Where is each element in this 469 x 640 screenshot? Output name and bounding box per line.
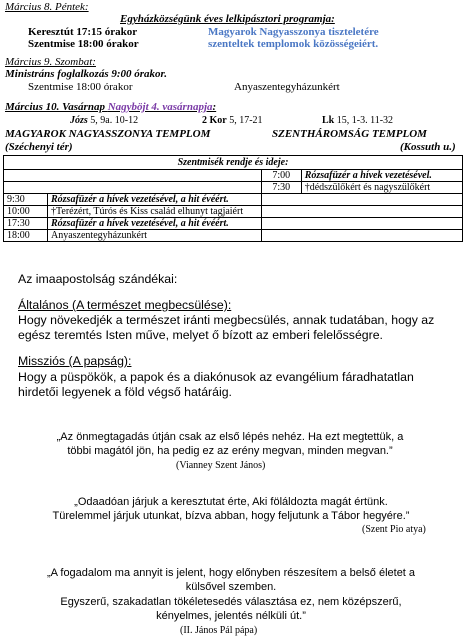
day2-line1: Ministráns foglalkozás 9:00 órakor. [5,68,167,80]
quote1-author: (Vianney Szent János) [176,460,266,471]
general-intention-line2: egész teremtés Isten műve, melyet ő bízott az emberi felelősségre. [18,328,383,342]
mass-intention: †dédszülőkért és nagyszülőkért [301,182,462,194]
day2-line2-left: Szentmise 18:00 órakor [28,81,133,93]
mass-time: 10:00 [4,206,48,218]
table-row [4,170,463,182]
day1-date: Március 8. Péntek: [5,1,89,13]
church-right: SZENTHÁROMSÁG TEMPLOM [272,128,427,140]
day1-row2-left: Szentmise 18:00 órakor [28,38,139,50]
prayer-heading: Az imaapostolság szándékai: [18,272,178,286]
table-header-row [4,156,463,170]
mass-time: 9:30 [4,194,48,206]
reading-1: Józs 5, 9a. 10-12 [70,115,139,126]
mass-intention: Anyaszentegyházunkért [48,230,262,242]
table-row [4,194,463,206]
day3-date-highlight: Nagyböjt 4. vasárnapja [107,101,213,113]
general-intention-line1: Hogy növekedjék a természet iránti megbecsülés, annak tudatában, hogy az [18,313,435,327]
program-title: Egyházközségünk éves lelkipásztori programja: [120,13,335,25]
day3-date-suffix: : [212,101,217,113]
day2-line2-right: Anyaszentegyházunkért [234,81,340,93]
mass-schedule-table [3,155,463,242]
table-header: Szentmisék rendje és ideje: [4,156,463,170]
mass-time: 7:00 [261,170,301,182]
table-row [4,230,463,242]
table-row [4,206,463,218]
place-right: (Kossuth u.) [400,141,456,153]
day3-date-prefix: Március 10. Vasárnap [5,101,108,113]
quote3-line2: külsővel szemben. [185,581,277,593]
reading-2: 2 Kor 5, 17-21 [202,115,263,126]
quote3-line4: kényelmes, jelentés nélküli út.” [156,610,306,622]
mission-intention-line2: hirdetői legyenek a föld végső határáig. [18,385,232,399]
place-left: (Széchenyi tér) [5,141,73,153]
quote1-line2: többi magától jön, ha pedig ez az erény megvan, minden megvan.” [67,445,393,457]
mass-time: 17:30 [4,218,48,230]
mission-intention-line1: Hogy a püspökök, a papok és a diakónusok az evangélium fáradhatatlan [18,370,414,384]
quote1-line1: „Az önmegtagadás útján csak az első lépés nehéz. Ha ezt megtettük, a [56,431,404,443]
mass-intention: Rózsafüzér a hívek vezetésével, a hit évéért. [48,194,262,206]
quote3-line3: Egyszerű, szakadatlan tökéletesedés választása ez, nem középszerű, [60,596,402,608]
mass-time: 7:30 [261,182,301,194]
quote2-line1: „Odaadóan járjuk a keresztutat érte, Aki föláldozta magát értünk. [74,496,388,508]
day1-row1-left: Keresztút 17:15 órakor [28,26,138,38]
quote2-author: (Szent Pio atya) [362,524,426,535]
church-left: MAGYAROK NAGYASSZONYA TEMPLOM [5,128,211,140]
table-row [4,218,463,230]
mass-intention: †Terézért, Túrós és Kiss család elhunyt tagjaiért [48,206,262,218]
quote2-line2: Türelemmel járjuk utunkat, bízva abban, hogy feljutunk a Tábor hegyére.” [52,510,410,522]
mass-intention: Rózsafüzér a hívek vezetésével. [301,170,462,182]
general-intention-title: Általános (A természet megbecsülése): [18,298,232,312]
mission-intention-title: Missziós (A papság): [18,354,132,368]
day1-row1-right: Magyarok Nagyasszonya tiszteletére [208,26,379,38]
day3-date [5,101,216,114]
table-row [4,182,463,194]
day2-date: Március 9. Szombat: [5,56,96,68]
mass-intention: Rózsafüzér a hívek vezetésével, a hit évéért. [48,218,262,230]
day1-row2-right: szenteltek templomok közösségeiért. [208,38,379,50]
reading-3: Lk 15, 1-3. 11-32 [322,115,394,126]
quote3-line1: „A fogadalom ma annyit is jelent, hogy előnyben részesítem a belső életet a [46,567,416,579]
mass-time: 18:00 [4,230,48,242]
quote3-author: (II. János Pál pápa) [180,625,258,636]
